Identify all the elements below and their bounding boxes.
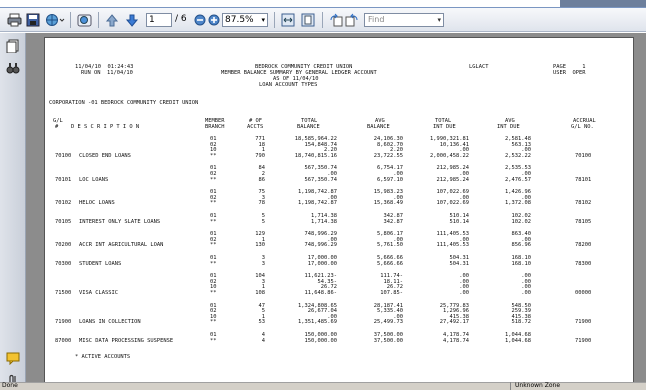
pages-icon [6,39,20,53]
cell-branch: ** [210,290,217,296]
fit-width-icon [281,13,295,27]
accrual-gl: 78200 [575,242,592,249]
cell-branch: 10 [210,284,217,291]
cell-total-int-due: 4,178.74 [443,337,469,344]
cell-avg-balance: 8,602.70 [377,141,403,148]
cell-total-int-due: 27,492.17 [439,319,469,326]
report-run-time: 11/04/10 01:24:43 [75,64,134,70]
cell-avg-int-due: 102.02 [511,218,531,225]
cell-avg-balance: 342.87 [383,218,403,225]
gl-description: VISA CLASSIC [79,290,118,296]
cell-total-balance: .00 [327,194,337,201]
cell-total-balance: 17,000.00 [307,255,337,261]
cell-avg-int-due: 1,426.96 [505,189,531,196]
cell-accounts: 84 [258,165,265,172]
cell-avg-int-due: 102.02 [511,213,531,219]
column-header: ACCTS [247,124,264,130]
find-placeholder: Find [368,15,385,24]
cell-avg-int-due: 548.50 [511,302,531,309]
page-number-input[interactable]: 1 [146,13,172,27]
cell-total-balance: 1,324,808.65 [298,302,337,309]
arrow-up-icon [105,13,119,27]
cell-total-balance: .00 [327,236,337,243]
cell-avg-int-due: 415.38 [511,313,531,320]
cell-avg-balance: 6,597.10 [377,176,403,183]
cell-avg-int-due: 2,532.22 [505,152,531,159]
cell-avg-int-due: .00 [521,194,531,201]
cell-branch: 01 [210,273,217,280]
cell-avg-balance: .00 [393,313,403,320]
rotate-right-button[interactable] [344,11,360,29]
gl-number: 70100 [55,152,72,159]
cell-total-int-due: .00 [459,147,469,154]
cell-avg-balance: 18.11- [383,278,403,285]
tools-menu-button[interactable] [44,11,66,29]
cell-total-balance: 18,585,964.22 [294,136,337,142]
floppy-disk-icon [26,13,40,27]
report-title: MEMBER BALANCE SUMMARY BY GENERAL LEDGER ACCOUNT [221,70,377,76]
search-panel-button[interactable] [6,61,20,75]
cell-avg-balance: 2.20 [390,147,403,154]
cell-total-int-due: 504.31 [449,260,469,267]
cell-avg-balance: .00 [393,171,403,177]
report-page [44,37,634,390]
cell-avg-int-due: 259.39 [511,308,531,315]
arrow-down-icon [125,13,139,27]
cell-avg-balance: 5,761.50 [377,242,403,249]
cell-total-int-due: 107,022.69 [436,200,469,207]
cell-avg-balance: 5,666.66 [377,260,403,267]
column-header: TOTAL [301,118,318,124]
column-header: D E S C R I P T I O N [71,124,140,130]
comments-panel-button[interactable] [6,351,20,365]
cell-avg-balance: 5,335.40 [377,308,403,315]
cell-total-balance: .00 [327,313,337,320]
cell-total-int-due: 212,985.24 [436,165,469,172]
gl-number: 70200 [55,242,72,249]
report-code: LGLACT [469,64,489,70]
gl-description: HELOC LOANS [79,200,115,207]
fit-page-icon [301,13,315,27]
cell-total-int-due: 4,178.74 [443,332,469,338]
cell-total-balance: 154,848.74 [304,141,337,148]
cell-total-balance: 150,000.00 [304,337,337,344]
accrual-gl: 78101 [575,176,592,183]
cell-avg-balance: 342.87 [383,213,403,219]
globe-tools-icon [45,13,65,27]
cell-avg-balance: 37,500.00 [373,337,403,344]
column-header: AVG [505,118,515,124]
cell-branch: ** [210,218,217,225]
column-header: TOTAL [435,118,452,124]
cell-accounts: 5 [261,308,265,315]
cell-avg-int-due: .00 [521,278,531,285]
accrual-gl: 78300 [575,260,592,267]
cell-branch: 10 [210,147,217,154]
cell-accounts: 3 [261,255,265,261]
fit-width-button[interactable] [280,11,296,29]
cell-accounts: 53 [258,319,265,326]
cell-branch: 10 [210,313,217,320]
cell-avg-int-due: 168.10 [511,260,531,267]
cell-avg-int-due: .00 [521,284,531,291]
toolbar-separator [322,12,323,28]
next-page-button[interactable] [124,11,140,29]
cell-total-balance: 17,000.00 [307,260,337,267]
gl-description: CLOSED END LOANS [79,152,131,159]
zoom-value: 87.5% [225,15,254,25]
cell-avg-balance: 28,187.41 [373,302,403,309]
cell-total-int-due: 1,296.96 [443,308,469,315]
column-header: AVG [375,118,385,124]
cell-total-balance: 567,350.74 [304,176,337,183]
cell-total-int-due: 1,990,321.81 [430,136,469,142]
sticker-icon [77,13,93,27]
pan-tool-button[interactable] [76,11,94,29]
cell-accounts: 790 [255,152,265,159]
cell-avg-balance: 25,499.73 [373,319,403,326]
cell-branch: ** [210,337,217,344]
find-input[interactable] [364,13,444,27]
column-header: G/L NO. [571,124,594,130]
cell-avg-int-due: 1,044.68 [505,337,531,344]
cell-branch: 01 [210,189,217,196]
cell-branch: ** [210,319,217,326]
cell-total-balance: 748,996.29 [304,231,337,238]
toolbar-separator [70,12,71,28]
column-header: INT DUE [497,124,520,130]
cell-total-int-due: 111,405.53 [436,242,469,249]
toolbar-separator [274,12,275,28]
cell-avg-int-due: 563.13 [511,141,531,148]
cell-accounts: 1 [261,284,265,291]
cell-accounts: 108 [255,290,265,296]
cell-accounts: 104 [255,273,265,280]
column-header: INT DUE [433,124,456,130]
zoom-in-button[interactable] [208,11,220,29]
zoom-out-icon [194,14,206,26]
cell-branch: 02 [210,194,217,201]
cell-avg-balance: 23,722.55 [373,152,403,159]
cell-total-balance: 26.72 [320,284,337,291]
report-user: USER OPER [553,70,586,76]
cell-branch: 02 [210,141,217,148]
cell-total-int-due: 510.14 [449,218,469,225]
accrual-gl: 00000 [575,290,592,296]
cell-accounts: 1 [261,236,265,243]
cell-total-int-due: 2,000,458.22 [430,152,469,159]
cell-branch: 02 [210,278,217,285]
cell-avg-balance: 15,368.49 [373,200,403,207]
zoom-in-icon [208,14,220,26]
comment-icon [6,351,20,365]
cell-branch: ** [210,200,217,207]
cell-total-int-due: 415.38 [449,313,469,320]
chevron-down-icon: ▾ [261,16,265,24]
gl-number: 70101 [55,176,72,183]
print-button[interactable] [6,11,22,29]
column-header: # OF [249,118,262,124]
column-header: # [55,124,59,130]
cell-branch: ** [210,242,217,249]
cell-avg-int-due: .00 [521,236,531,243]
cell-accounts: 2 [261,171,265,177]
cell-avg-balance: .00 [393,194,403,201]
gl-description: ACCR INT AGRICULTURAL LOAN [79,242,164,249]
cell-avg-int-due: 518.72 [511,319,531,326]
cell-total-balance: 1,714.38 [311,213,337,219]
cell-total-balance: 11,648.86- [304,290,337,296]
cell-total-balance: 2.20 [324,147,337,154]
cell-total-balance: 1,198,742.87 [298,200,337,207]
cell-avg-balance: 5,666.66 [377,255,403,261]
report-page-number: PAGE 1 [553,64,586,70]
cell-total-balance: .00 [327,171,337,177]
window-top-strip [0,0,646,8]
gl-number: 70105 [55,218,72,225]
cell-total-int-due: 504.31 [449,255,469,261]
cell-avg-int-due: 2,535.53 [505,165,531,172]
column-header: G/L [53,118,63,124]
toolbar-separator [98,12,99,28]
binoculars-icon [6,61,20,75]
status-text: Done [2,382,18,389]
report-subtitle: LOAN ACCOUNT TYPES [259,82,318,88]
cell-branch: 01 [210,255,217,261]
gl-description: LOC LOANS [79,176,109,183]
zoom-out-button[interactable] [194,11,206,29]
cell-accounts: 1 [261,147,265,154]
gl-description: STUDENT LOANS [79,260,122,267]
gl-number: 87000 [55,337,72,344]
pages-panel-button[interactable] [6,39,20,53]
cell-avg-int-due: .00 [521,273,531,280]
cell-branch: 02 [210,308,217,315]
cell-branch: 01 [210,136,217,142]
cell-total-int-due: .00 [459,236,469,243]
cell-avg-int-due: 1,044.68 [505,332,531,338]
cell-accounts: 75 [258,189,265,196]
security-zone: Unknown Zone [510,382,560,390]
cell-accounts: 3 [261,194,265,201]
print-icon [7,13,22,27]
cell-total-balance: 150,000.00 [304,332,337,338]
cell-total-int-due: 510.14 [449,213,469,219]
cell-total-balance: 26,677.04 [307,308,337,315]
cell-accounts: 129 [255,231,265,238]
cell-total-int-due: 111,405.53 [436,231,469,238]
accrual-gl: 71900 [575,319,592,326]
cell-branch: 01 [210,231,217,238]
cell-accounts: 3 [261,260,265,267]
navigation-panel [0,33,26,390]
page-total-label: / 6 [175,14,187,24]
cell-total-balance: 1,714.38 [311,218,337,225]
cell-branch: ** [210,176,217,183]
cell-total-balance: 54.35- [317,278,337,285]
gl-number: 70102 [55,200,72,207]
cell-avg-int-due: 856.96 [511,242,531,249]
cell-avg-balance: 26.72 [386,284,403,291]
cell-avg-int-due: 1,372.08 [505,200,531,207]
cell-avg-int-due: 863.40 [511,231,531,238]
cell-branch: 01 [210,213,217,219]
cell-avg-int-due: .00 [521,290,531,296]
cell-accounts: 18 [258,141,265,148]
rotate-left-button[interactable] [328,11,344,29]
accrual-gl: 71900 [575,337,592,344]
cell-accounts: 47 [258,302,265,309]
column-header: ACCRUAL [573,118,596,124]
gl-number: 70300 [55,260,72,267]
cell-total-int-due: .00 [459,194,469,201]
cell-avg-int-due: 2,581.48 [505,136,531,142]
cell-branch: 02 [210,171,217,177]
save-button[interactable] [25,11,41,29]
cell-accounts: 1 [261,313,265,320]
cell-avg-balance: 5,806.17 [377,231,403,238]
cell-accounts: 5 [261,218,265,225]
cell-accounts: 78 [258,200,265,207]
report-footer-partial: * ACTIVE ACCOUNTS [75,354,131,361]
cell-branch: 01 [210,302,217,309]
gl-description: MISC DATA PROCESSING SUSPENSE [79,337,174,344]
cell-avg-balance: 111.74- [380,273,403,280]
cell-avg-int-due: .00 [521,171,531,177]
cell-avg-balance: 15,983.23 [373,189,403,196]
cell-accounts: 3 [261,278,265,285]
accrual-gl: 70100 [575,152,592,159]
report-institution: BEDROCK COMMUNITY CREDIT UNION [255,64,353,70]
cell-accounts: 5 [261,213,265,219]
cell-total-int-due: 25,779.83 [439,302,469,309]
zoom-select[interactable] [222,13,268,27]
cell-total-int-due: 10,136.41 [439,141,469,148]
cell-total-int-due: .00 [459,284,469,291]
gl-description: LOANS IN COLLECTION [79,319,141,326]
cell-avg-int-due: .00 [521,147,531,154]
gl-number: 71900 [55,319,72,326]
corporation-heading: CORPORATION -01 BEDROCK COMMUNITY CREDIT UNION [49,100,199,106]
gl-description: INTEREST ONLY SLATE LOANS [79,218,161,225]
cell-accounts: 4 [261,332,265,338]
cell-accounts: 86 [258,176,265,183]
gl-number: 71500 [55,290,72,296]
title-bar-fragment [560,0,646,7]
rotate-left-icon [329,13,343,27]
cell-avg-int-due: 168.10 [511,255,531,261]
column-header: BALANCE [367,124,390,130]
cell-total-balance: 1,198,742.87 [298,189,337,196]
report-as-of: AS OF 11/04/10 [273,76,319,82]
status-bar [0,382,646,390]
accrual-gl: 78102 [575,200,592,207]
cell-branch: 01 [210,332,217,338]
cell-accounts: 130 [255,242,265,249]
cell-avg-balance: 37,500.00 [373,332,403,338]
cell-avg-int-due: 2,476.57 [505,176,531,183]
column-header: BRANCH [205,124,225,130]
cell-accounts: 771 [255,136,265,142]
cell-total-int-due: 107,022.69 [436,189,469,196]
cell-total-int-due: .00 [459,273,469,280]
cell-branch: 02 [210,236,217,243]
cell-total-balance: 567,350.74 [304,165,337,172]
previous-page-button[interactable] [104,11,120,29]
report-run-date: RUN ON 11/04/10 [81,70,133,76]
cell-total-balance: 18,740,815.16 [294,152,337,159]
cell-branch: ** [210,152,217,159]
cell-branch: 01 [210,165,217,172]
chevron-down-icon: ▾ [437,16,441,24]
cell-total-int-due: .00 [459,171,469,177]
fit-page-button[interactable] [300,11,316,29]
cell-branch: ** [210,260,217,267]
document-viewer[interactable] [26,33,646,390]
cell-avg-balance: 24,106.30 [373,136,403,142]
pdf-toolbar [0,8,646,32]
cell-total-int-due: 212,985.24 [436,176,469,183]
column-header: BALANCE [297,124,320,130]
cell-avg-balance: 6,754.17 [377,165,403,172]
column-header: MEMBER [205,118,225,124]
cell-avg-balance: 107.85- [380,290,403,296]
cell-total-balance: 11,621.23- [304,273,337,280]
rotate-right-icon [345,13,359,27]
cell-accounts: 4 [261,337,265,344]
cell-total-int-due: .00 [459,290,469,296]
cell-avg-balance: .00 [393,236,403,243]
cell-total-balance: 1,351,485.69 [298,319,337,326]
cell-total-balance: 748,996.29 [304,242,337,249]
accrual-gl: 78105 [575,218,592,225]
cell-total-int-due: .00 [459,278,469,285]
